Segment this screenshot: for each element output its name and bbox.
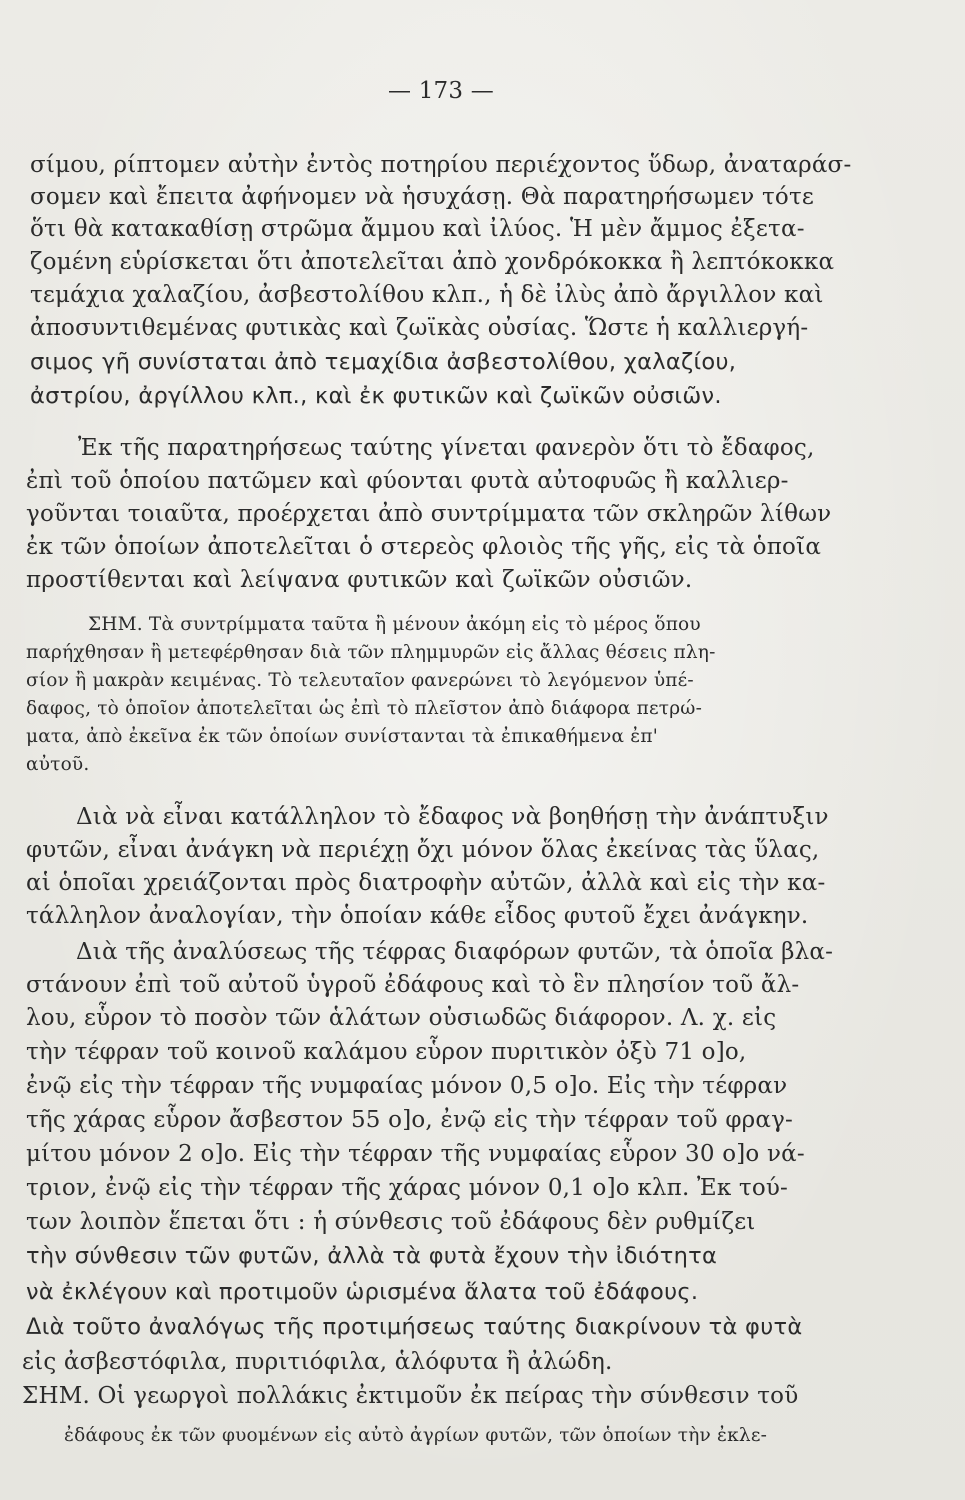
text-line: αἱ ὁποῖαι χρειάζονται πρὸς διατροφὴν αὐτῶν, ἀλλὰ καὶ εἰς τὴν κα- (26, 870, 826, 896)
text-line: μίτου μόνον 2 ο]ο. Εἰς τὴν τέφραν τῆς νυμφαίας εὗρον 30 ο]ο νά- (26, 1141, 805, 1167)
text-line: τεμάχια χαλαζίου, ἀσβεστολίθου κλπ., ἡ δὲ ἰλὺς ἀπὸ ἄργιλλον καὶ (30, 282, 824, 308)
text-line: ἀστρίου, ἀργίλλου κλπ., καὶ ἐκ φυτικῶν καὶ ζωϊκῶν οὐσιῶν. (30, 383, 722, 409)
text-line: ΣΗΜ. Οἱ γεωργοὶ πολλάκις ἐκτιμοῦν ἐκ πείρας τὴν σύνθεσιν τοῦ (22, 1383, 799, 1409)
text-line: ζομένη εὑρίσκεται ὅτι ἀποτελεῖται ἀπὸ χονδρόκοκκα ἢ λεπτόκοκκα (30, 249, 835, 275)
text-line: τὴν σύνθεσιν τῶν φυτῶν, ἀλλὰ τὰ φυτὰ ἔχουν τὴν ἰδιότητα (26, 1243, 718, 1269)
note-line: ἐδάφους ἐκ τῶν φυομένων εἰς αὐτὸ ἀγρίων φυτῶν, τῶν ὁποίων τὴν ἐκλε- (64, 1425, 768, 1446)
text-line: φυτῶν, εἶναι ἀνάγκη νὰ περιέχῃ ὄχι μόνον ὅλας ἐκείνας τὰς ὕλας, (26, 837, 820, 863)
text-line: τάλληλον ἀναλογίαν, τὴν ὁποίαν κάθε εἶδος φυτοῦ ἔχει ἀνάγκην. (26, 903, 809, 929)
text-line: σίμου, ρίπτομεν αὐτὴν ἐντὸς ποτηρίου περιέχοντος ὕδωρ, ἀναταράσ- (30, 152, 852, 178)
text-line: ἐνῷ εἰς τὴν τέφραν τῆς νυμφαίας μόνον 0,5 ο]ο. Εἰς τὴν τέφραν (26, 1073, 788, 1099)
text-line: σομεν καὶ ἔπειτα ἀφήνομεν νὰ ἡσυχάσῃ. Θὰ παρατηρήσωμεν τότε (30, 184, 814, 210)
text-line: νὰ ἐκλέγουν καὶ προτιμοῦν ὡρισμένα ἅλατα τοῦ ἐδάφους. (26, 1279, 699, 1305)
paragraph-line: Διὰ νὰ εἶναι κατάλληλον τὸ ἔδαφος νὰ βοηθήσῃ τὴν ἀνάπτυξιν (76, 804, 829, 830)
page-number: — 173 — (388, 78, 494, 104)
text-line: Διὰ τοῦτο ἀναλόγως τῆς προτιμήσεως ταύτης διακρίνουν τὰ φυτὰ (26, 1314, 803, 1340)
text-line: τριον, ἐνῷ εἰς τὴν τέφραν τῆς χάρας μόνον 0,1 ο]ο κλπ. Ἐκ τού- (26, 1175, 789, 1201)
note-line: παρήχθησαν ἢ μετεφέρθησαν διὰ τῶν πλημμυρῶν εἰς ἄλλας θέσεις πλη- (26, 642, 716, 663)
note-line: αὐτοῦ. (26, 754, 90, 775)
text-line: τὴν τέφραν τοῦ κοινοῦ καλάμου εὗρον πυριτικὸν ὀξὺ 71 ο]ο, (26, 1039, 747, 1065)
text-line: εἰς ἀσβεστόφιλα, πυριτιόφιλα, ἁλόφυτα ἢ ἀλώδη. (22, 1349, 613, 1375)
text-line: ἐκ τῶν ὁποίων ἀποτελεῖται ὁ στερεὸς φλοιὸς τῆς γῆς, εἰς τὰ ὁποῖα (26, 534, 822, 560)
text-line: ἐπὶ τοῦ ὁποίου πατῶμεν καὶ φύονται φυτὰ αὐτοφυῶς ἢ καλλιερ- (26, 468, 789, 494)
text-line: τῆς χάρας εὗρον ἄσβεστον 55 ο]ο, ἐνῷ εἰς τὴν τέφραν τοῦ φραγ- (26, 1107, 793, 1133)
text-line: προστίθενται καὶ λείψανα φυτικῶν καὶ ζωϊκῶν οὐσιῶν. (26, 567, 693, 593)
text-line: σιμος γῆ συνίσταται ἀπὸ τεμαχίδια ἀσβεστολίθου, χαλαζίου, (30, 349, 737, 375)
paragraph-line: Ἐκ τῆς παρατηρήσεως ταύτης γίνεται φανερὸν ὅτι τὸ ἔδαφος, (78, 435, 815, 461)
paragraph-line: Διὰ τῆς ἀναλύσεως τῆς τέφρας διαφόρων φυτῶν, τὰ ὁποῖα βλα- (76, 939, 834, 965)
text-line: λου, εὗρον τὸ ποσὸν τῶν ἁλάτων οὐσιωδῶς διάφορον. Λ. χ. εἰς (26, 1005, 777, 1031)
note-line: δαφος, τὸ ὁποῖον ἀποτελεῖται ὡς ἐπὶ τὸ πλεῖστον ἀπὸ διάφορα πετρώ- (26, 698, 703, 719)
text-line: στάνουν ἐπὶ τοῦ αὐτοῦ ὑγροῦ ἐδάφους καὶ τὸ ἓν πλησίον τοῦ ἄλ- (26, 972, 800, 998)
note-line: ματα, ἀπὸ ἐκεῖνα ἐκ τῶν ὁποίων συνίστανται τὰ ἐπικαθήμενα ἐπ' (26, 726, 659, 747)
text-line: ὅτι θὰ κατακαθίσῃ στρῶμα ἄμμου καὶ ἰλύος. Ἡ μὲν ἄμμος ἐξετα- (30, 216, 805, 242)
text-line: γοῦνται τοιαῦτα, προέρχεται ἀπὸ συντρίμματα τῶν σκληρῶν λίθων (26, 501, 832, 527)
note-line: σίον ἢ μακρὰν κειμένας. Τὸ τελευταῖον φανερώνει τὸ λεγόμενον ὑπέ- (26, 670, 694, 691)
text-line: ἀποσυντιθεμένας φυτικὰς καὶ ζωϊκὰς οὐσίας. Ὥστε ἡ καλλιεργή- (30, 315, 809, 341)
note-line: ΣΗΜ. Τὰ συντρίμματα ταῦτα ἢ μένουν ἀκόμη εἰς τὸ μέρος ὅπου (88, 614, 701, 635)
text-line: των λοιπὸν ἕπεται ὅτι : ἡ σύνθεσις τοῦ ἐδάφους δὲν ρυθμίζει (26, 1209, 756, 1235)
